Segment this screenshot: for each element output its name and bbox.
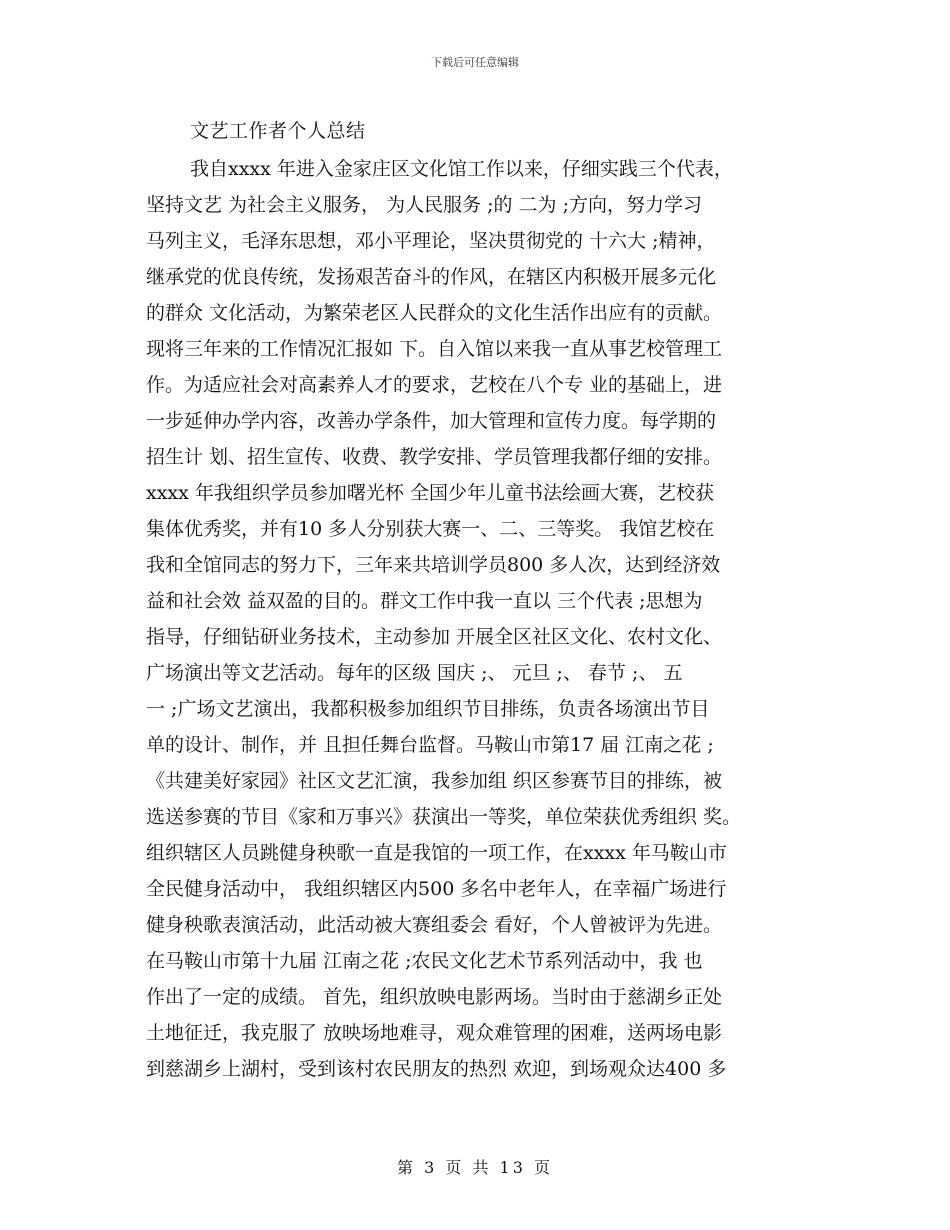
body-line: 的群众 文化活动，为繁荣老区人民群众的文化生活作出应有的贡献。 [146, 302, 723, 324]
body-line: 全民健身活动中， 我组织辖区内500 多名中老年人，在幸福广场进行 [146, 878, 727, 900]
body-line: 选送参赛的节目《家和万事兴》获演出一等奖，单位荣获优秀组织 奖。 [146, 806, 742, 828]
body-line: 我自xxxx 年进入金家庄区文化馆工作以来，仔细实践三个代表， [190, 158, 733, 180]
document-title: 文艺工作者个人总结 [190, 120, 366, 142]
body-line: 现将三年来的工作情况汇报如 下。自入馆以来我一直从事艺校管理工 [146, 338, 723, 360]
body-line: 马列主义，毛泽东思想，邓小平理论，坚决贯彻党的 十六大 ;精神， [146, 230, 716, 252]
body-line: 我和全馆同志的努力下，三年来共培训学员800 多人次，达到经济效 [146, 554, 721, 576]
body-line: 作。为适应社会对高素养人才的要求，艺校在八个专 业的基础上，进 [146, 374, 723, 396]
body-line: 集体优秀奖，并有10 多人分别获大赛一、二、三等奖。 我馆艺校在 [146, 518, 715, 540]
body-line: 指导，仔细钻研业务技术，主动参加 开展全区社区文化、农村文化、 [146, 626, 723, 648]
page-number: 第 3 页 共 13 页 [397, 1158, 553, 1177]
body-line: 到慈湖乡上湖村，受到该村农民朋友的热烈 欢迎，到场观众达400 多 [146, 1058, 727, 1080]
body-line: xxxx 年我组织学员参加曙光杯 全国少年儿童书法绘画大赛，艺校获 [146, 482, 714, 504]
body-line: 坚持文艺 为社会主义服务， 为人民服务 ;的 二为 ;方向，努力学习 [146, 194, 703, 216]
body-line: 组织辖区人员跳健身秧歌一直是我馆的一项工作，在xxxx 年马鞍山市 [146, 842, 727, 864]
body-line: 益和社会效 益双盈的目的。群文工作中我一直以 三个代表 ;思想为 [146, 590, 703, 612]
header-note: 下载后可任意编辑 [431, 56, 519, 69]
body-line: 土地征迁，我克服了 放映场地难寻，观众难管理的困难，送两场电影 [146, 1022, 723, 1044]
body-line: 单的设计、制作，并 且担任舞台监督。马鞍山市第17 届 江南之花 ; [146, 734, 714, 756]
body-line: 健身秧歌表演活动，此活动被大赛组委会 看好，个人曾被评为先进。 [146, 914, 723, 936]
body-line: 广场演出等文艺活动。每年的区级 国庆 ;、 元旦 ;、 春节 ;、 五 [146, 662, 683, 684]
body-line: 招生计 划、招生宣传、收费、教学安排、学员管理我都仔细的安排。 [146, 446, 723, 468]
body-line: 在马鞍山市第十九届 江南之花 ;农民文化艺术节系列活动中，我 也 [146, 950, 703, 972]
body-line: 作出了一定的成绩。 首先，组织放映电影两场。当时由于慈湖乡正处 [146, 986, 723, 1008]
body-line: 《共建美好家园》社区文艺汇演，我参加组 织区参赛节目的排练，被 [146, 770, 723, 792]
body-line: 一 ;广场文艺演出，我都积极参加组织节目排练，负责各场演出节目 [146, 698, 710, 720]
body-line: 一步延伸办学内容，改善办学条件，加大管理和宣传力度。每学期的 [146, 410, 717, 432]
body-line: 继承党的优良传统，发扬艰苦奋斗的作风，在辖区内积极开展多元化 [146, 266, 717, 288]
